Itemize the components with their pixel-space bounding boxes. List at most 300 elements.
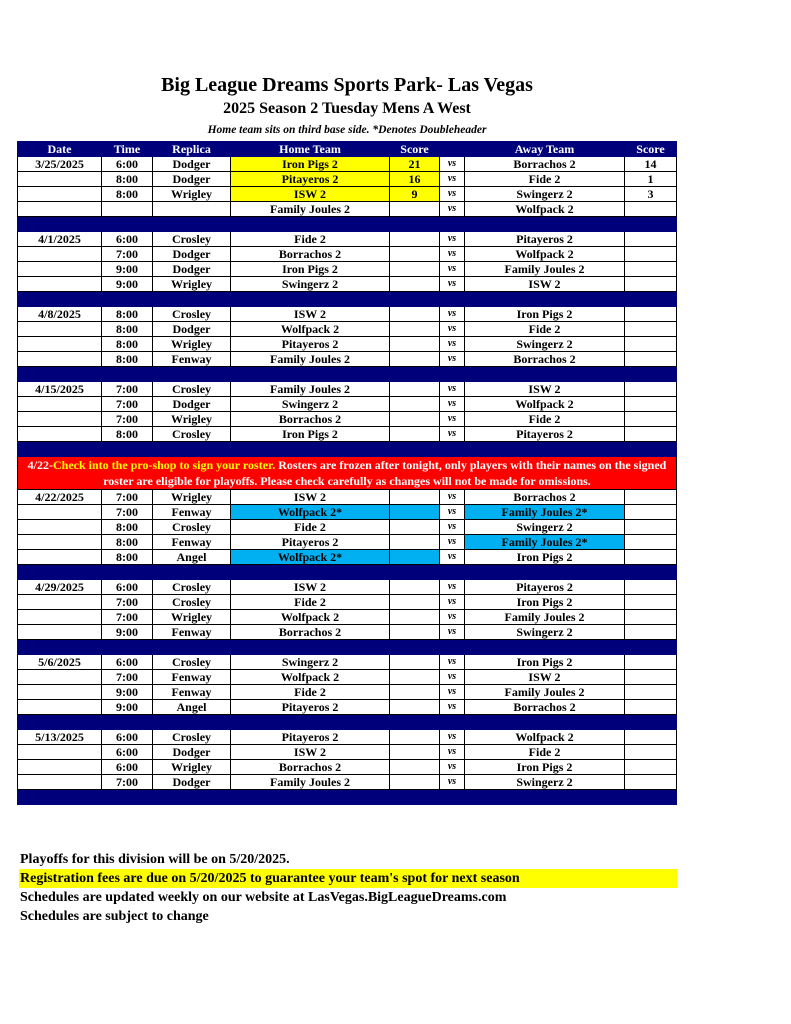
home-score	[390, 760, 440, 775]
away-score	[625, 307, 677, 322]
home-team: ISW 2	[231, 745, 390, 760]
game-date	[18, 760, 102, 775]
home-team: Borrachos 2	[231, 412, 390, 427]
field-replica: Dodger	[153, 322, 231, 337]
change-note: Schedules are subject to change	[20, 909, 209, 924]
away-team: Swingerz 2	[465, 337, 625, 352]
footer-notes	[19, 850, 677, 926]
game-time: 7:00	[102, 775, 153, 790]
separator-bar	[18, 640, 677, 655]
field-replica: Angel	[153, 550, 231, 565]
home-score	[390, 700, 440, 715]
field-replica: Dodger	[153, 157, 231, 172]
week-separator	[18, 442, 677, 457]
home-team: ISW 2	[231, 490, 390, 505]
col-away-score: Score	[625, 142, 677, 157]
away-team: Fide 2	[465, 172, 625, 187]
game-time: 7:00	[102, 505, 153, 520]
game-date	[18, 550, 102, 565]
away-score	[625, 730, 677, 745]
home-team: Wolfpack 2	[231, 610, 390, 625]
game-row	[18, 262, 677, 277]
home-team: Swingerz 2	[231, 655, 390, 670]
field-replica: Dodger	[153, 397, 231, 412]
week-separator	[18, 292, 677, 307]
game-time: 7:00	[102, 670, 153, 685]
away-score	[625, 202, 677, 217]
away-score	[625, 520, 677, 535]
game-time: 8:00	[102, 352, 153, 367]
field-replica: Crosley	[153, 232, 231, 247]
field-replica: Fenway	[153, 670, 231, 685]
away-score	[625, 277, 677, 292]
home-score	[390, 337, 440, 352]
game-date	[18, 745, 102, 760]
game-date	[18, 337, 102, 352]
field-replica: Crosley	[153, 730, 231, 745]
separator-bar	[18, 292, 677, 307]
game-row	[18, 172, 677, 187]
game-date	[18, 625, 102, 640]
game-row	[18, 490, 677, 505]
separator-bar	[18, 367, 677, 382]
home-team: Iron Pigs 2	[231, 262, 390, 277]
col-vs	[440, 142, 465, 157]
away-team: Iron Pigs 2	[465, 760, 625, 775]
game-row	[18, 505, 677, 520]
game-date	[18, 187, 102, 202]
vs-label: vs	[440, 625, 465, 640]
home-score	[390, 490, 440, 505]
vs-label: vs	[440, 595, 465, 610]
home-team: Family Joules 2	[231, 202, 390, 217]
home-score: 16	[390, 172, 440, 187]
home-score	[390, 730, 440, 745]
away-score	[625, 670, 677, 685]
away-score	[625, 412, 677, 427]
away-team: Iron Pigs 2	[465, 595, 625, 610]
game-row	[18, 535, 677, 550]
home-team: Swingerz 2	[231, 277, 390, 292]
away-score	[625, 550, 677, 565]
away-score	[625, 352, 677, 367]
away-team: Pitayeros 2	[465, 232, 625, 247]
game-date	[18, 610, 102, 625]
home-team: Pitayeros 2	[231, 172, 390, 187]
game-row	[18, 307, 677, 322]
field-replica: Dodger	[153, 247, 231, 262]
vs-label: vs	[440, 157, 465, 172]
away-team: Wolfpack 2	[465, 202, 625, 217]
away-score	[625, 700, 677, 715]
away-team: Wolfpack 2	[465, 397, 625, 412]
home-team: Wolfpack 2	[231, 670, 390, 685]
away-score	[625, 490, 677, 505]
game-date	[18, 262, 102, 277]
vs-label: vs	[440, 580, 465, 595]
away-team: Fide 2	[465, 745, 625, 760]
field-replica: Wrigley	[153, 337, 231, 352]
away-score	[625, 595, 677, 610]
away-score	[625, 610, 677, 625]
home-team: ISW 2	[231, 187, 390, 202]
vs-label: vs	[440, 490, 465, 505]
home-team: ISW 2	[231, 580, 390, 595]
field-replica: Crosley	[153, 580, 231, 595]
away-team: Swingerz 2	[465, 520, 625, 535]
field-replica: Wrigley	[153, 412, 231, 427]
page-subtitle: 2025 Season 2 Tuesday Mens A West	[223, 100, 471, 117]
vs-label: vs	[440, 307, 465, 322]
week-separator	[18, 640, 677, 655]
game-time: 9:00	[102, 262, 153, 277]
game-time: 7:00	[102, 412, 153, 427]
vs-label: vs	[440, 427, 465, 442]
field-replica: Dodger	[153, 172, 231, 187]
away-score	[625, 262, 677, 277]
schedule-body	[18, 157, 677, 805]
home-score	[390, 277, 440, 292]
col-away-team: Away Team	[465, 142, 625, 157]
home-score	[390, 382, 440, 397]
game-row	[18, 157, 677, 172]
away-score	[625, 247, 677, 262]
home-score	[390, 427, 440, 442]
notice-highlight: Check into the pro-shop to sign your roster.	[53, 458, 276, 472]
field-replica: Fenway	[153, 352, 231, 367]
vs-label: vs	[440, 700, 465, 715]
field-replica	[153, 202, 231, 217]
home-team: Family Joules 2	[231, 775, 390, 790]
game-time: 9:00	[102, 700, 153, 715]
home-team: Wolfpack 2*	[231, 505, 390, 520]
away-team: Family Joules 2	[465, 262, 625, 277]
game-row	[18, 685, 677, 700]
vs-label: vs	[440, 202, 465, 217]
game-date	[18, 322, 102, 337]
away-score	[625, 232, 677, 247]
home-score	[390, 745, 440, 760]
field-replica: Angel	[153, 700, 231, 715]
home-score	[390, 352, 440, 367]
game-time: 6:00	[102, 745, 153, 760]
vs-label: vs	[440, 247, 465, 262]
website-note: Schedules are updated weekly on our website at LasVegas.BigLeagueDreams.com	[20, 890, 507, 905]
game-date	[18, 202, 102, 217]
registration-note: Registration fees are due on 5/20/2025 to guarantee your team's spot for next season	[19, 869, 677, 888]
home-score: 9	[390, 187, 440, 202]
game-date: 5/13/2025	[18, 730, 102, 745]
game-time: 8:00	[102, 520, 153, 535]
game-date	[18, 427, 102, 442]
game-time: 6:00	[102, 157, 153, 172]
game-row	[18, 625, 677, 640]
away-score	[625, 397, 677, 412]
game-row	[18, 322, 677, 337]
field-replica: Wrigley	[153, 610, 231, 625]
home-score	[390, 685, 440, 700]
game-time: 7:00	[102, 610, 153, 625]
away-score	[625, 322, 677, 337]
game-time: 6:00	[102, 655, 153, 670]
game-date	[18, 352, 102, 367]
game-row	[18, 397, 677, 412]
away-team: Family Joules 2*	[465, 535, 625, 550]
game-row	[18, 382, 677, 397]
home-score	[390, 655, 440, 670]
game-time: 7:00	[102, 490, 153, 505]
game-date: 3/25/2025	[18, 157, 102, 172]
game-row	[18, 337, 677, 352]
away-score: 14	[625, 157, 677, 172]
home-score	[390, 775, 440, 790]
away-team: Iron Pigs 2	[465, 655, 625, 670]
roster-notice-row	[18, 457, 677, 490]
game-time: 9:00	[102, 277, 153, 292]
col-time: Time	[102, 142, 153, 157]
game-row	[18, 427, 677, 442]
home-team: Iron Pigs 2	[231, 157, 390, 172]
field-replica: Fenway	[153, 625, 231, 640]
away-team: Borrachos 2	[465, 157, 625, 172]
vs-label: vs	[440, 655, 465, 670]
field-replica: Wrigley	[153, 490, 231, 505]
vs-label: vs	[440, 535, 465, 550]
vs-label: vs	[440, 610, 465, 625]
week-separator	[18, 715, 677, 730]
game-date	[18, 520, 102, 535]
home-score	[390, 247, 440, 262]
vs-label: vs	[440, 187, 465, 202]
game-time: 6:00	[102, 580, 153, 595]
vs-label: vs	[440, 262, 465, 277]
vs-label: vs	[440, 730, 465, 745]
game-time: 8:00	[102, 307, 153, 322]
vs-label: vs	[440, 685, 465, 700]
game-date	[18, 505, 102, 520]
vs-label: vs	[440, 277, 465, 292]
vs-label: vs	[440, 322, 465, 337]
page-title: Big League Dreams Sports Park- Las Vegas	[161, 74, 533, 96]
home-team: ISW 2	[231, 307, 390, 322]
vs-label: vs	[440, 397, 465, 412]
game-row	[18, 352, 677, 367]
home-score	[390, 412, 440, 427]
away-team: Family Joules 2	[465, 610, 625, 625]
vs-label: vs	[440, 382, 465, 397]
game-date: 4/8/2025	[18, 307, 102, 322]
game-date	[18, 535, 102, 550]
game-row	[18, 202, 677, 217]
game-date: 5/6/2025	[18, 655, 102, 670]
away-team: Fide 2	[465, 322, 625, 337]
game-row	[18, 520, 677, 535]
home-score: 21	[390, 157, 440, 172]
home-team: Pitayeros 2	[231, 730, 390, 745]
game-time: 8:00	[102, 172, 153, 187]
away-score	[625, 580, 677, 595]
game-date	[18, 412, 102, 427]
away-score	[625, 685, 677, 700]
home-team: Family Joules 2	[231, 382, 390, 397]
away-team: Pitayeros 2	[465, 427, 625, 442]
col-home-score: Score	[390, 142, 440, 157]
game-row	[18, 775, 677, 790]
home-team: Borrachos 2	[231, 625, 390, 640]
field-replica: Fenway	[153, 505, 231, 520]
col-replica: Replica	[153, 142, 231, 157]
game-time: 6:00	[102, 730, 153, 745]
playoffs-note: Playoffs for this division will be on 5/20/2025.	[20, 852, 290, 867]
notice-rest: Rosters are frozen after tonight, only players with their names on the signed roster are eligible for playoffs. Please check carefully as changes will not be made for omissions.	[103, 458, 667, 488]
game-date: 4/15/2025	[18, 382, 102, 397]
vs-label: vs	[440, 670, 465, 685]
home-score	[390, 595, 440, 610]
field-replica: Dodger	[153, 262, 231, 277]
away-team: Iron Pigs 2	[465, 307, 625, 322]
away-score	[625, 505, 677, 520]
home-team: Fide 2	[231, 685, 390, 700]
field-replica: Crosley	[153, 520, 231, 535]
game-time	[102, 202, 153, 217]
game-row	[18, 412, 677, 427]
away-score	[625, 337, 677, 352]
away-score	[625, 382, 677, 397]
vs-label: vs	[440, 520, 465, 535]
game-time: 8:00	[102, 337, 153, 352]
field-replica: Crosley	[153, 427, 231, 442]
header-row	[18, 142, 677, 157]
separator-bar	[18, 217, 677, 232]
away-team: Iron Pigs 2	[465, 550, 625, 565]
home-team: Family Joules 2	[231, 352, 390, 367]
away-team: Wolfpack 2	[465, 247, 625, 262]
notice-lead: 4/22-	[27, 458, 53, 472]
game-time: 7:00	[102, 397, 153, 412]
home-score	[390, 580, 440, 595]
away-team: Pitayeros 2	[465, 580, 625, 595]
vs-label: vs	[440, 337, 465, 352]
field-replica: Dodger	[153, 745, 231, 760]
field-replica: Fenway	[153, 685, 231, 700]
game-date: 4/1/2025	[18, 232, 102, 247]
home-team: Borrachos 2	[231, 247, 390, 262]
col-date: Date	[18, 142, 102, 157]
game-time: 7:00	[102, 595, 153, 610]
vs-label: vs	[440, 505, 465, 520]
week-separator	[18, 367, 677, 382]
game-row	[18, 670, 677, 685]
game-row	[18, 610, 677, 625]
home-score	[390, 625, 440, 640]
away-team: Swingerz 2	[465, 775, 625, 790]
away-team: Fide 2	[465, 412, 625, 427]
game-date	[18, 595, 102, 610]
field-replica: Crosley	[153, 655, 231, 670]
field-replica: Fenway	[153, 535, 231, 550]
game-date	[18, 700, 102, 715]
separator-bar	[18, 442, 677, 457]
separator-bar	[18, 790, 677, 805]
game-row	[18, 550, 677, 565]
game-date	[18, 397, 102, 412]
away-score	[625, 427, 677, 442]
vs-label: vs	[440, 232, 465, 247]
week-separator	[18, 790, 677, 805]
home-team: Pitayeros 2	[231, 535, 390, 550]
game-time: 8:00	[102, 322, 153, 337]
schedule-table	[17, 141, 677, 805]
game-row	[18, 277, 677, 292]
game-row	[18, 580, 677, 595]
away-score	[625, 760, 677, 775]
game-date	[18, 277, 102, 292]
home-team: Fide 2	[231, 232, 390, 247]
field-replica: Wrigley	[153, 187, 231, 202]
home-score	[390, 202, 440, 217]
home-score	[390, 397, 440, 412]
home-score	[390, 232, 440, 247]
vs-label: vs	[440, 172, 465, 187]
vs-label: vs	[440, 775, 465, 790]
away-team: Borrachos 2	[465, 490, 625, 505]
home-score	[390, 307, 440, 322]
game-time: 8:00	[102, 535, 153, 550]
vs-label: vs	[440, 412, 465, 427]
game-row	[18, 745, 677, 760]
home-team-note: Home team sits on third base side. *Denotes Doubleheader	[207, 124, 487, 136]
away-team: Family Joules 2*	[465, 505, 625, 520]
home-score	[390, 670, 440, 685]
game-time: 6:00	[102, 760, 153, 775]
game-time: 6:00	[102, 232, 153, 247]
home-team: Wolfpack 2*	[231, 550, 390, 565]
game-row	[18, 655, 677, 670]
field-replica: Wrigley	[153, 760, 231, 775]
vs-label: vs	[440, 760, 465, 775]
home-score	[390, 262, 440, 277]
field-replica: Crosley	[153, 382, 231, 397]
home-score	[390, 535, 440, 550]
game-date	[18, 670, 102, 685]
home-score	[390, 505, 440, 520]
away-score	[625, 775, 677, 790]
field-replica: Wrigley	[153, 277, 231, 292]
game-date	[18, 247, 102, 262]
away-team: Family Joules 2	[465, 685, 625, 700]
game-row	[18, 247, 677, 262]
game-row	[18, 187, 677, 202]
game-row	[18, 232, 677, 247]
away-score: 3	[625, 187, 677, 202]
away-score	[625, 745, 677, 760]
away-team: ISW 2	[465, 382, 625, 397]
game-time: 8:00	[102, 427, 153, 442]
field-replica: Dodger	[153, 775, 231, 790]
game-time: 7:00	[102, 247, 153, 262]
roster-notice	[18, 457, 677, 490]
away-team: Borrachos 2	[465, 700, 625, 715]
game-date	[18, 172, 102, 187]
vs-label: vs	[440, 352, 465, 367]
home-team: Borrachos 2	[231, 760, 390, 775]
field-replica: Crosley	[153, 595, 231, 610]
away-score	[625, 625, 677, 640]
home-team: Wolfpack 2	[231, 322, 390, 337]
game-row	[18, 730, 677, 745]
game-date: 4/22/2025	[18, 490, 102, 505]
game-time: 9:00	[102, 625, 153, 640]
